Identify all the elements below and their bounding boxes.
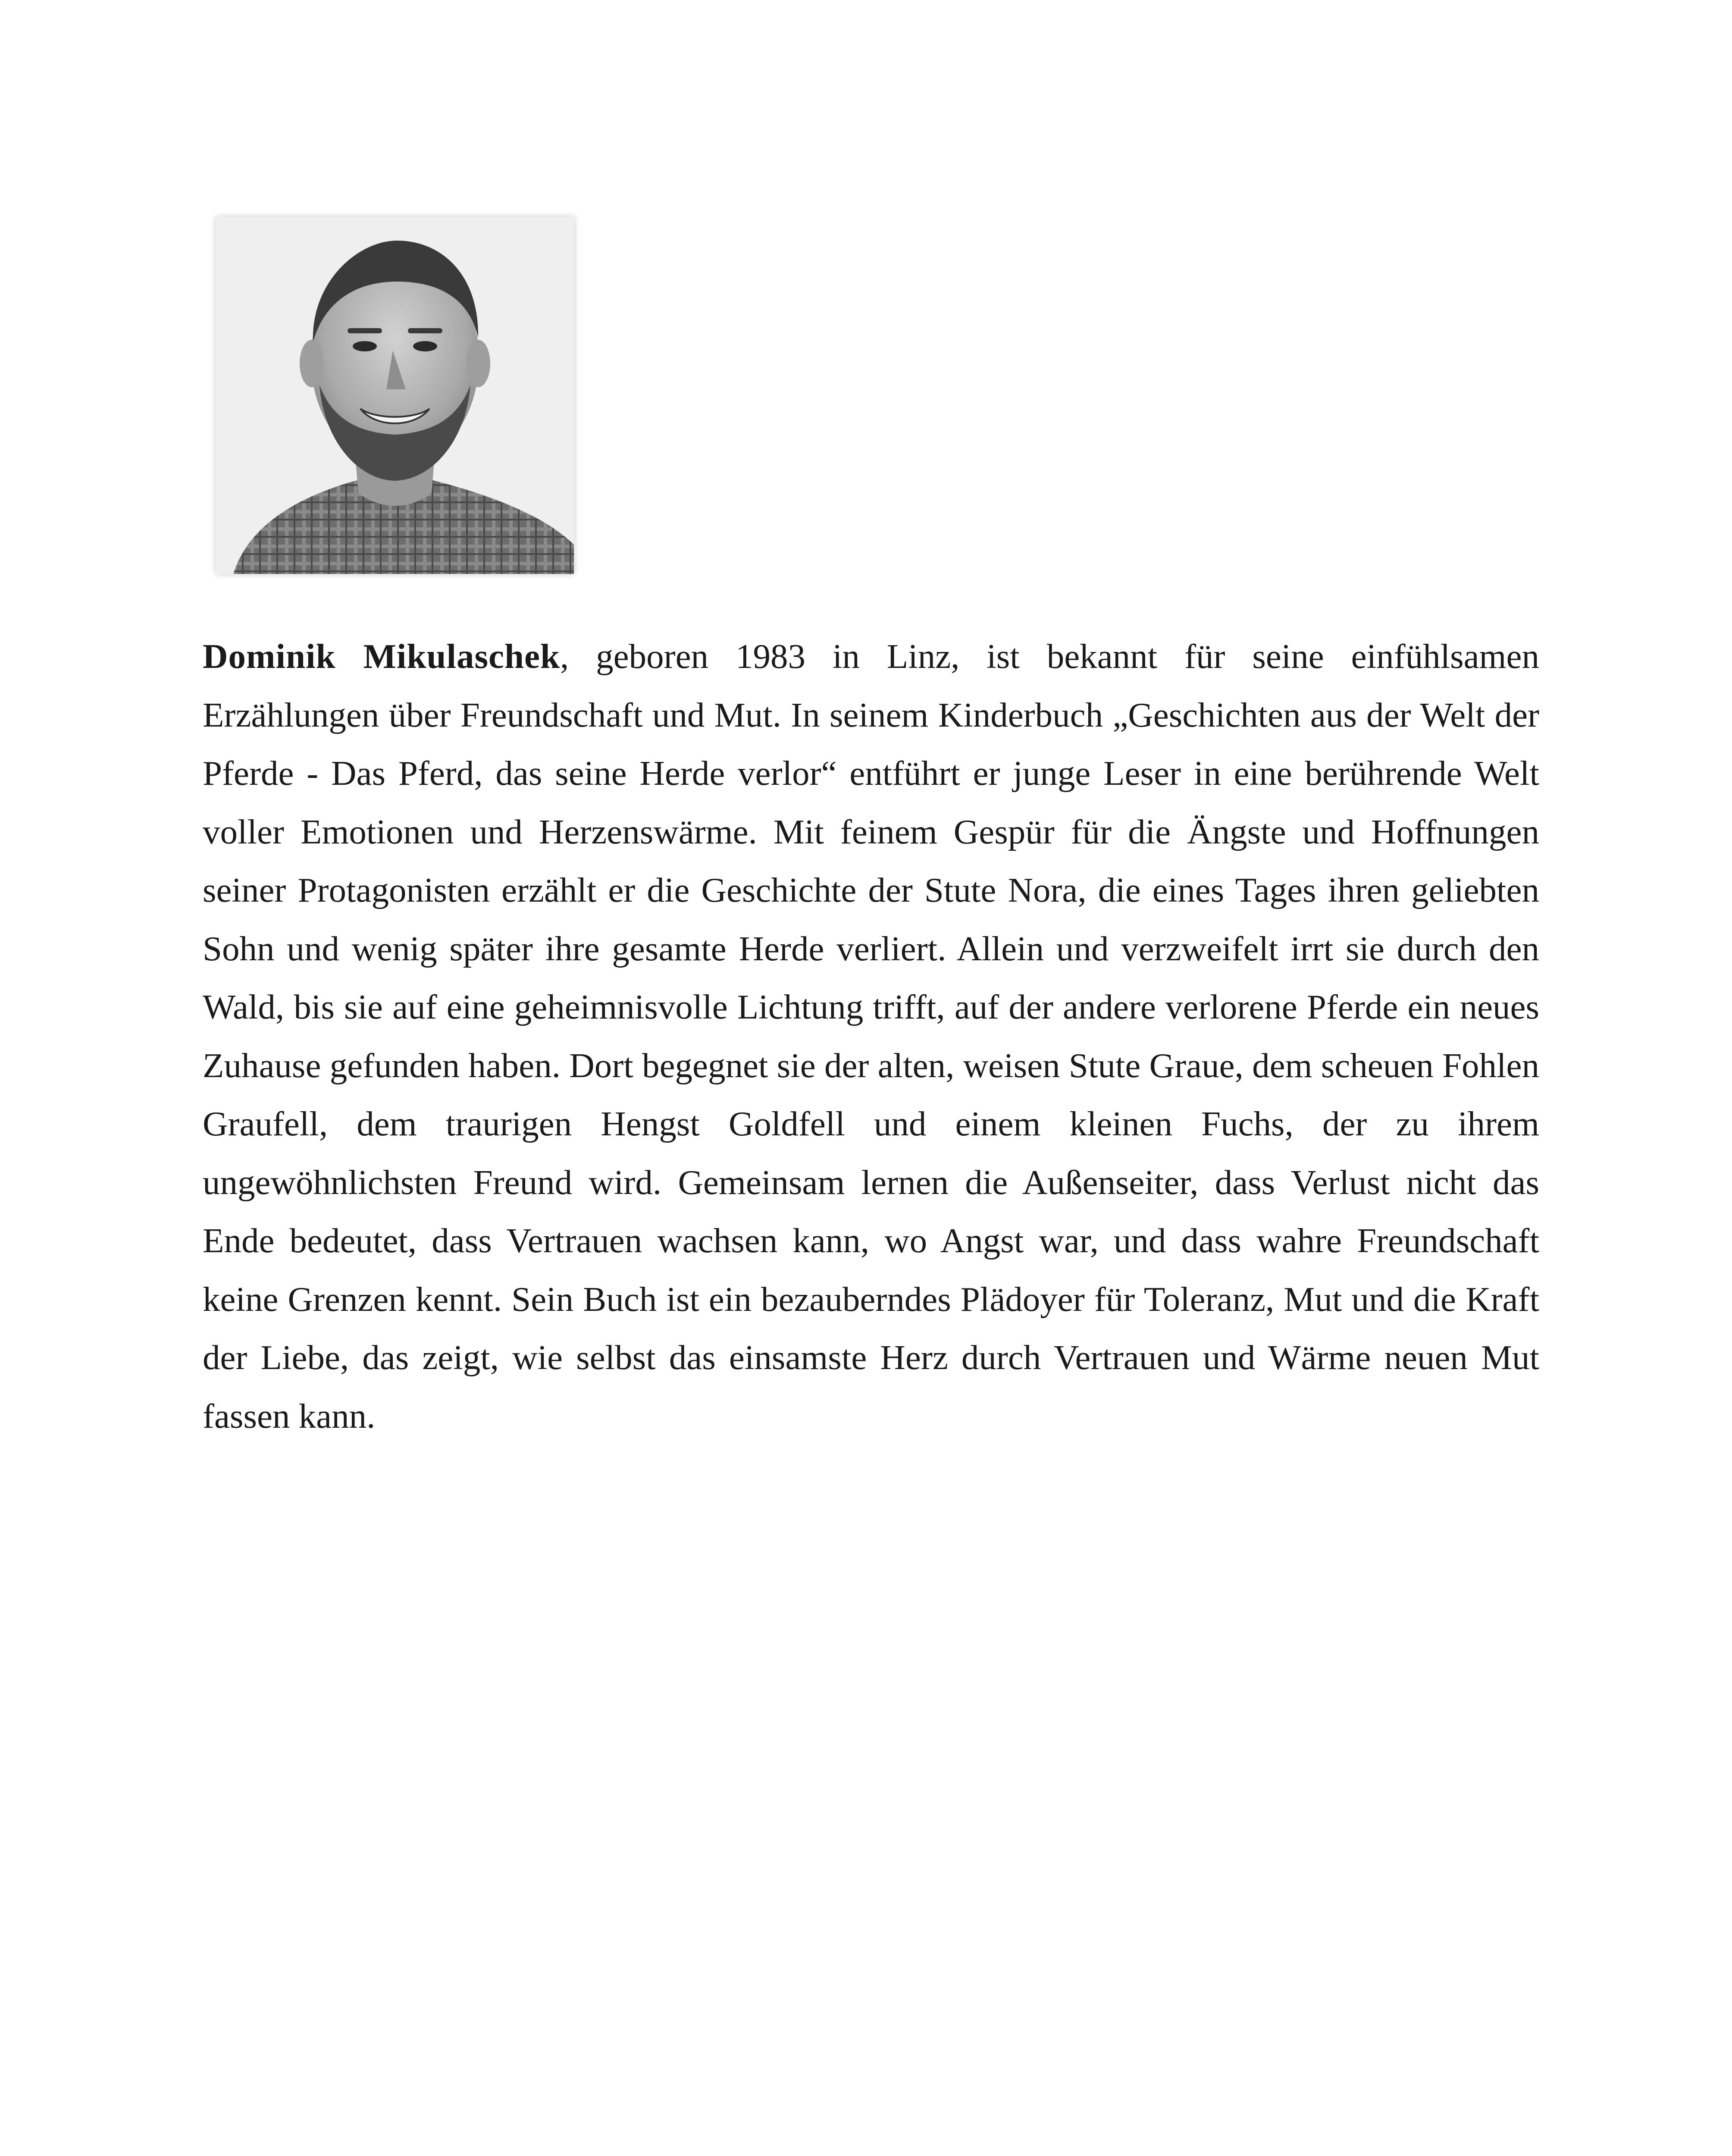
author-bio <box>203 627 1539 1445</box>
author-photo <box>216 217 574 574</box>
author-name: Dominik Mikulaschek <box>203 637 561 676</box>
bio-text: , geboren 1983 in Linz, ist bekannt für seine einfühlsamen Erzählungen über Freundschaft und Mut. In seinem Kinderbuch „Geschichten aus der Welt der Pferde - Das Pferd, das seine Herde verlor“ entführt er junge Leser in eine berührende Welt voller Emotionen und Herzenswärme. Mit feinem Gespür für die Ängste und Hoffnungen seiner Protagonisten erzählt er die Geschichte der Stute Nora, die eines Tages ihren geliebten Sohn und wenig später ihre gesamte Herde verliert. Allein und verzweifelt irrt sie durch den Wald, bis sie auf eine geheimnisvolle Lichtung trifft, auf der andere verlorene Pferde ein neues Zuhause gefunden haben. Dort begegnet sie der alten, weisen Stute Graue, dem scheuen Fohlen Graufell, dem traurigen Hengst Goldfell und einem kleinen Fuchs, der zu ihrem ungewöhnlichsten Freund wird. Gemeinsam lernen die Außenseiter, dass Verlust nicht das Ende bedeutet, dass Vertrauen wachsen kann, wo Angst war, und dass wahre Freundschaft keine Grenzen kennt. Sein Buch ist ein bezauberndes Plädoyer für Toleranz, Mut und die Kraft der Liebe, das zeigt, wie selbst das einsamste Herz durch Vertrauen und Wärme neuen Mut fassen kann. <box>203 637 1540 1435</box>
author-portrait-image <box>216 217 574 574</box>
